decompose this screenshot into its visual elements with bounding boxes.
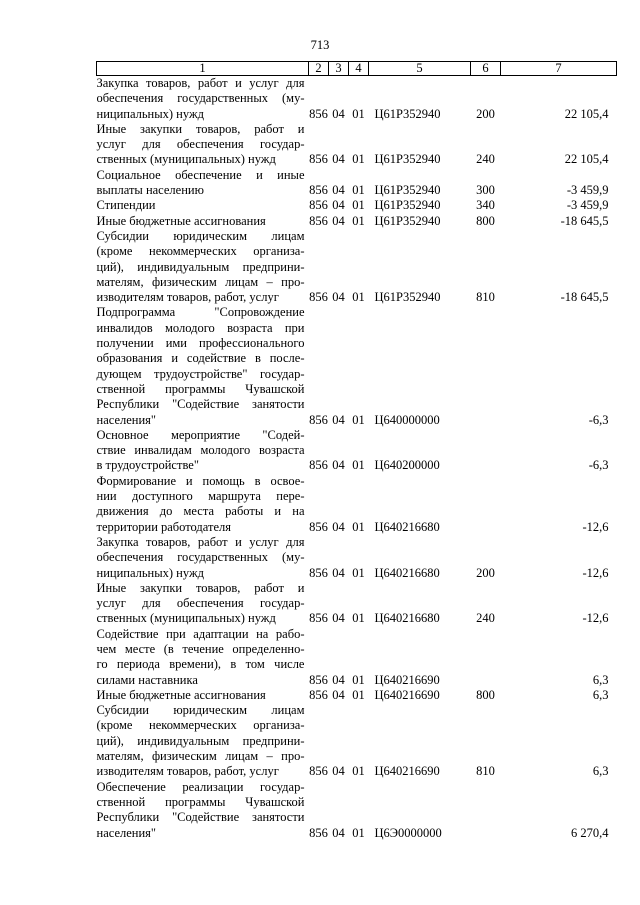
row-name-line: обеспечения государственных (му- xyxy=(96,91,305,106)
row-name-line: дующем трудоустройстве" государ- xyxy=(96,366,305,381)
table-row xyxy=(97,76,617,122)
row-name-cell xyxy=(97,122,309,168)
row-name-cell xyxy=(97,474,309,535)
row-target-article-cell: Ц61Р352940 xyxy=(374,213,441,228)
row-name-cell xyxy=(97,305,309,427)
row-target-article-cell: Ц6Э0000000 xyxy=(374,825,442,840)
row-expense-type-cell: 810 xyxy=(476,764,495,779)
table-row xyxy=(97,780,617,841)
row-name-line: территории работодателя xyxy=(96,519,232,534)
row-name-line: получении ими профессионального xyxy=(96,336,305,351)
table-row xyxy=(97,535,617,581)
row-subsection-cell: 01 xyxy=(352,213,365,228)
header-col-3: 3 xyxy=(329,62,349,76)
row-code-cell: 856 xyxy=(309,764,328,779)
row-expense-type-cell: 800 xyxy=(476,213,495,228)
row-name-line: ций), индивидуальным предприни- xyxy=(96,259,305,274)
row-name-cell xyxy=(97,229,309,305)
row-name-line: Основное мероприятие "Содей- xyxy=(96,427,305,442)
row-subsection-cell: 01 xyxy=(352,412,365,427)
row-sum-cell: 6,3 xyxy=(592,764,609,779)
row-name-line: инвалидов молодого возраста при xyxy=(96,320,305,335)
row-code-cell: 856 xyxy=(309,672,328,687)
row-name-line: изводителям товаров, работ, услуг xyxy=(96,764,279,779)
row-name-line: Обеспечение реализации государ- xyxy=(96,779,305,794)
row-expense-type-cell xyxy=(471,474,501,535)
row-code-cell: 856 xyxy=(309,825,328,840)
row-expense-type-cell: 240 xyxy=(476,611,495,626)
row-name-line: ственных (муниципальных) нужд xyxy=(96,152,276,167)
row-section-cell: 04 xyxy=(332,825,345,840)
row-name-line: Субсидии юридическим лицам xyxy=(96,228,305,243)
table-row xyxy=(97,627,617,688)
row-name-line: ций), индивидуальным предприни- xyxy=(96,733,305,748)
row-name-cell xyxy=(97,214,309,229)
row-expense-type-cell: 810 xyxy=(476,290,495,305)
row-name-cell xyxy=(97,780,309,841)
row-name-line: услуг для обеспечения государ- xyxy=(96,596,305,611)
row-name-line: Иные закупки товаров, работ и xyxy=(96,580,305,595)
row-target-article-cell: Ц61Р352940 xyxy=(374,198,441,213)
table-row xyxy=(97,474,617,535)
row-name-cell xyxy=(97,688,309,703)
row-target-article-cell: Ц640000000 xyxy=(374,412,440,427)
row-section-cell: 04 xyxy=(332,183,345,198)
row-section-cell: 04 xyxy=(332,198,345,213)
row-subsection-cell: 01 xyxy=(352,458,365,473)
row-subsection-cell: 01 xyxy=(352,764,365,779)
row-name-cell xyxy=(97,76,309,122)
row-name-line: населения" xyxy=(96,825,157,840)
row-target-article-cell: Ц61Р352940 xyxy=(374,152,441,167)
row-section-cell: 04 xyxy=(332,412,345,427)
row-code-cell: 856 xyxy=(309,687,328,702)
row-subsection-cell: 01 xyxy=(352,290,365,305)
row-section-cell: 04 xyxy=(332,213,345,228)
row-sum-cell: -18 645,5 xyxy=(560,213,609,228)
header-col-6: 6 xyxy=(471,62,501,76)
row-sum-cell: -6,3 xyxy=(588,458,609,473)
row-name-line: Стипендии xyxy=(96,198,156,213)
row-target-article-cell: Ц640216690 xyxy=(374,764,440,779)
row-name-line: ственной программы Чувашской xyxy=(96,794,305,809)
row-name-line: Закупка товаров, работ и услуг для xyxy=(96,534,305,549)
row-sum-cell: -12,6 xyxy=(582,611,609,626)
row-name-line: образования и содействие в после- xyxy=(96,351,305,366)
row-name-cell xyxy=(97,581,309,627)
row-name-cell xyxy=(97,428,309,474)
row-name-line: ствие инвалидам молодого возраста xyxy=(96,443,305,458)
header-col-2: 2 xyxy=(309,62,329,76)
row-name-line: в трудоустройстве" xyxy=(96,458,199,473)
row-target-article-cell: Ц640216680 xyxy=(374,611,440,626)
row-section-cell: 04 xyxy=(332,672,345,687)
header-row xyxy=(97,62,617,76)
row-section-cell: 04 xyxy=(332,764,345,779)
row-name-line: Иные бюджетные ассигнования xyxy=(96,213,266,228)
row-name-line: услуг для обеспечения государ- xyxy=(96,137,305,152)
row-expense-type-cell: 200 xyxy=(476,565,495,580)
row-name-line: ственных (муниципальных) нужд xyxy=(96,611,276,626)
row-code-cell: 856 xyxy=(309,106,328,121)
row-expense-type-cell: 800 xyxy=(476,687,495,702)
row-subsection-cell: 01 xyxy=(352,198,365,213)
row-section-cell: 04 xyxy=(332,458,345,473)
row-target-article-cell: Ц61Р352940 xyxy=(374,106,441,121)
row-subsection-cell: 01 xyxy=(352,672,365,687)
row-name-line: мателям, физическим лицам – про- xyxy=(96,749,305,764)
row-name-line: Социальное обеспечение и иные xyxy=(96,167,305,182)
row-sum-cell: 22 105,4 xyxy=(564,106,609,121)
row-subsection-cell: 01 xyxy=(352,152,365,167)
table-row xyxy=(97,305,617,427)
row-subsection-cell: 01 xyxy=(352,611,365,626)
row-name-line: Закупка товаров, работ и услуг для xyxy=(96,76,305,90)
row-subsection-cell: 01 xyxy=(352,106,365,121)
row-name-cell xyxy=(97,168,309,199)
row-name-line: чем месте (в течение определенно- xyxy=(96,641,305,656)
row-code-cell: 856 xyxy=(309,519,328,534)
row-name-line: (кроме некоммерческих организа- xyxy=(96,244,305,259)
page-number: 713 xyxy=(310,38,330,52)
table-row xyxy=(97,198,617,213)
row-subsection-cell: 01 xyxy=(352,565,365,580)
row-name-line: Республики "Содействие занятости xyxy=(96,810,305,825)
row-name-line: го периода времени), в том числе xyxy=(96,657,305,672)
row-section-cell: 04 xyxy=(332,687,345,702)
row-code-cell: 856 xyxy=(309,152,328,167)
row-name-line: населения" xyxy=(96,412,157,427)
row-name-cell xyxy=(97,198,309,213)
row-sum-cell: -12,6 xyxy=(582,519,609,534)
row-name-line: (кроме некоммерческих организа- xyxy=(96,718,305,733)
table-row xyxy=(97,229,617,305)
row-name-line: Содействие при адаптации на рабо- xyxy=(96,626,305,641)
row-code-cell: 856 xyxy=(309,565,328,580)
header-col-5: 5 xyxy=(369,62,471,76)
row-sum-cell: -3 459,9 xyxy=(566,183,609,198)
row-expense-type-cell xyxy=(471,627,501,688)
table-row xyxy=(97,122,617,168)
row-section-cell: 04 xyxy=(332,106,345,121)
header-col-1: 1 xyxy=(97,62,309,76)
header-col-4: 4 xyxy=(349,62,369,76)
row-section-cell: 04 xyxy=(332,290,345,305)
row-name-line: силами наставника xyxy=(96,672,198,687)
row-sum-cell: 6 270,4 xyxy=(571,825,609,840)
row-name-cell xyxy=(97,703,309,779)
row-expense-type-cell: 340 xyxy=(476,198,495,213)
row-sum-cell: -12,6 xyxy=(582,565,609,580)
row-name-line: Подпрограмма "Сопровождение xyxy=(96,305,305,320)
row-subsection-cell: 01 xyxy=(352,519,365,534)
row-expense-type-cell xyxy=(471,305,501,427)
row-name-line: Формирование и помощь в освое- xyxy=(96,473,305,488)
table-row xyxy=(97,688,617,703)
row-code-cell: 856 xyxy=(309,198,328,213)
row-name-line: ниципальных) нужд xyxy=(96,565,204,580)
row-target-article-cell: Ц640200000 xyxy=(374,458,440,473)
row-expense-type-cell: 200 xyxy=(476,106,495,121)
row-name-line: Иные закупки товаров, работ и xyxy=(96,121,305,136)
row-target-article-cell: Ц640216690 xyxy=(374,672,440,687)
row-section-cell: 04 xyxy=(332,565,345,580)
row-name-line: обеспечения государственных (му- xyxy=(96,550,305,565)
row-code-cell: 856 xyxy=(309,412,328,427)
row-code-cell: 856 xyxy=(309,213,328,228)
table-row xyxy=(97,581,617,627)
row-name-line: Субсидии юридическим лицам xyxy=(96,703,305,718)
row-expense-type-cell: 300 xyxy=(476,183,495,198)
row-expense-type-cell xyxy=(471,428,501,474)
row-name-line: Иные бюджетные ассигнования xyxy=(96,687,266,702)
row-name-line: движения до места работы и на xyxy=(96,504,305,519)
row-name-cell xyxy=(97,535,309,581)
row-name-line: Республики "Содействие занятости xyxy=(96,397,305,412)
row-name-line: ниципальных) нужд xyxy=(96,106,204,121)
row-sum-cell: 6,3 xyxy=(592,672,609,687)
row-sum-cell: 6,3 xyxy=(592,687,609,702)
row-subsection-cell: 01 xyxy=(352,183,365,198)
row-name-cell xyxy=(97,627,309,688)
table-body xyxy=(97,76,617,841)
row-target-article-cell: Ц640216680 xyxy=(374,565,440,580)
row-sum-cell: -18 645,5 xyxy=(560,290,609,305)
row-target-article-cell: Ц640216690 xyxy=(374,687,440,702)
row-expense-type-cell: 240 xyxy=(476,152,495,167)
row-name-line: изводителям товаров, работ, услуг xyxy=(96,290,279,305)
row-name-line: ственной программы Чувашской xyxy=(96,381,305,396)
table-row xyxy=(97,703,617,779)
row-sum-cell: -6,3 xyxy=(588,412,609,427)
budget-table xyxy=(96,61,617,841)
row-code-cell: 856 xyxy=(309,290,328,305)
row-target-article-cell: Ц61Р352940 xyxy=(374,183,441,198)
row-subsection-cell: 01 xyxy=(352,825,365,840)
table-row xyxy=(97,428,617,474)
row-code-cell: 856 xyxy=(309,183,328,198)
row-code-cell: 856 xyxy=(309,611,328,626)
row-section-cell: 04 xyxy=(332,519,345,534)
header-col-7: 7 xyxy=(501,62,617,76)
row-section-cell: 04 xyxy=(332,152,345,167)
row-subsection-cell: 01 xyxy=(352,687,365,702)
table-row xyxy=(97,168,617,199)
row-name-line: мателям, физическим лицам – про- xyxy=(96,274,305,289)
row-target-article-cell: Ц640216680 xyxy=(374,519,440,534)
row-target-article-cell: Ц61Р352940 xyxy=(374,290,441,305)
row-sum-cell: -3 459,9 xyxy=(566,198,609,213)
row-name-line: нии доступного маршрута пере- xyxy=(96,489,305,504)
row-sum-cell: 22 105,4 xyxy=(564,152,609,167)
row-section-cell: 04 xyxy=(332,611,345,626)
row-name-line: выплаты населению xyxy=(96,183,204,198)
row-code-cell: 856 xyxy=(309,458,328,473)
row-expense-type-cell xyxy=(471,780,501,841)
table-row xyxy=(97,214,617,229)
